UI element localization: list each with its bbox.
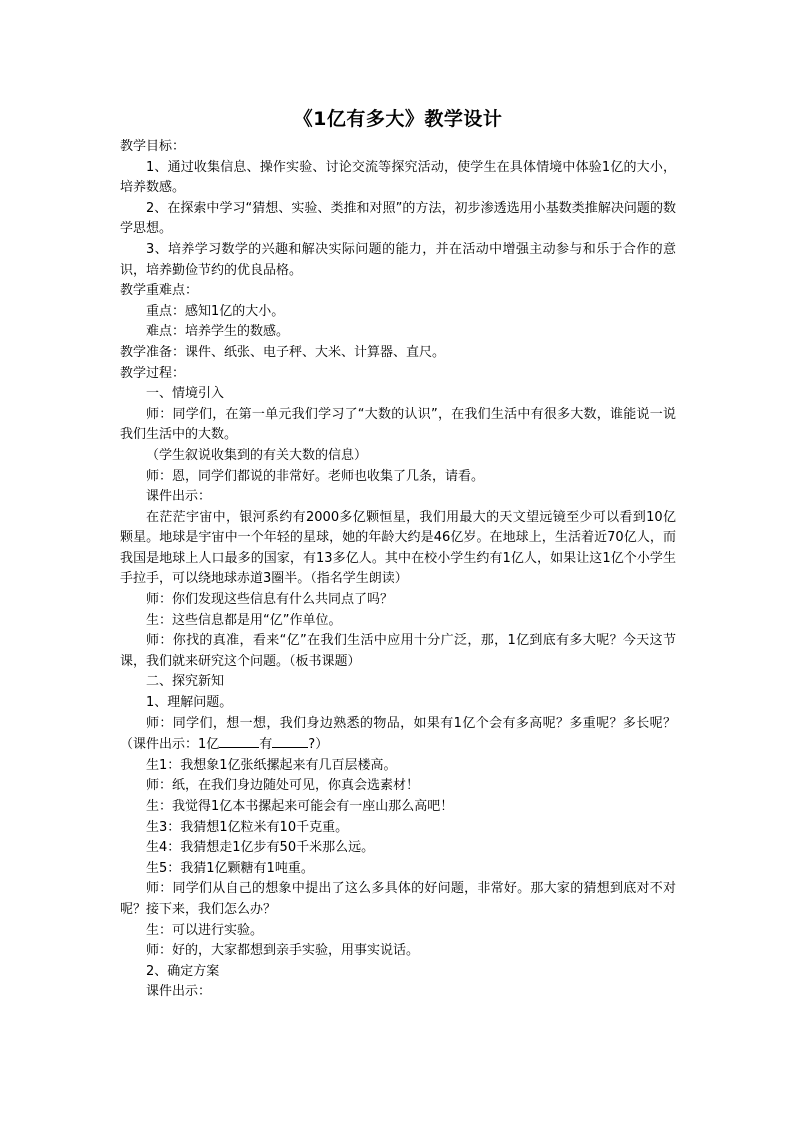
- paragraph: 教学准备：课件、纸张、电子秤、大米、计算器、直尺。: [120, 344, 446, 360]
- paragraph: 师：好的，大家都想到亲手实验，用事实说话。: [146, 943, 420, 959]
- paragraph: 课件出示：: [146, 984, 212, 1000]
- document-title: 《1亿有多大》教学设计: [293, 108, 503, 130]
- paragraph: 生3：我猜想1亿粒米有10千克重。: [146, 819, 349, 835]
- paragraph: 生：这些信息都是用“亿”作单位。: [146, 612, 342, 628]
- paragraph: 教学过程：: [120, 365, 186, 381]
- paragraph: 课件出示：: [146, 489, 212, 505]
- paragraph: 1、通过收集信息、操作实验、讨论交流等探究活动，使学生在具体情境中体验1亿的大小，培养数感。: [120, 159, 676, 196]
- paragraph-text-mid: 有: [259, 737, 273, 753]
- paragraph: 生5：我猜1亿颗糖有1吨重。: [146, 860, 314, 876]
- section-heading: 2、确定方案: [146, 963, 220, 979]
- document-page: [120, 108, 676, 1003]
- paragraph: 生：可以进行实验。: [146, 922, 264, 938]
- fill-in-blank: [219, 734, 259, 748]
- paragraph: 教学目标：: [120, 139, 186, 154]
- paragraph: 1、理解问题。: [146, 695, 233, 711]
- section-heading: 二、探究新知: [146, 674, 225, 690]
- paragraph: 在茫茫宇宙中，银河系约有2000多亿颗恒星，我们用最大的天文望远镜至少可以看到10亿颗星。地球是宇宙中一个年轻的星球，她的年龄大约是46亿岁。在地球上，生活着近70亿人，而我国是地球上人口最多的国家，有13多亿人。其中在校小学生约有1亿人，如果让这1亿个小学生手拉手，可以绕地球赤道3圈半。（指名学生朗读）: [120, 509, 676, 587]
- fill-in-blank: [272, 734, 308, 748]
- paragraph: 师：你找的真准，看来“亿”在我们生活中应用十分广泛，那，1亿到底有多大呢？今天这节课，我们就来研究这个问题。（板书课题）: [120, 633, 676, 669]
- paragraph-text-before: 师：同学们，想一想，我们身边熟悉的物品，如果有1亿个会有多高呢？多重呢？多长呢？（课件出示：1亿: [120, 715, 676, 753]
- paragraph: 重点：感知1亿的大小。: [146, 303, 285, 319]
- paragraph: 3、培养学习数学的兴趣和解决实际问题的能力，并在活动中增强主动参与和乐于合作的意识，培养勤俭节约的优良品格。: [120, 241, 676, 278]
- paragraph: 师：恩，同学们都说的非常好。老师也收集了几条，请看。: [146, 468, 485, 484]
- paragraph: 教学重难点：: [120, 283, 199, 299]
- paragraph: 师：同学们从自己的想象中提出了这么多具体的好问题，非常好。那大家的猜想到底对不对呢？接下来，我们怎么办？: [120, 881, 676, 917]
- paragraph: 难点：培养学生的数感。: [146, 324, 290, 340]
- paragraph: 2、在探索中学习“猜想、实验、类推和对照”的方法，初步渗透选用小基数类推解决问题的数学思想。: [120, 200, 676, 237]
- paragraph: 师：你们发现这些信息有什么共同点了吗？: [146, 592, 394, 608]
- paragraph-text-after: ?）: [308, 737, 329, 753]
- paragraph: 师：纸，在我们身边随处可见，你真会选素材！: [146, 778, 420, 794]
- paragraph: 生：我觉得1亿本书摞起来可能会有一座山那么高吧！: [146, 799, 454, 814]
- paragraph-with-blanks: [120, 714, 676, 756]
- paragraph: 生4：我猜想走1亿步有50千米那么远。: [146, 840, 375, 856]
- section-heading: 一、情境引入: [146, 386, 225, 402]
- paragraph: 生1：我想象1亿张纸摞起来有几百层楼高。: [146, 757, 397, 773]
- paragraph: 师：同学们，在第一单元我们学习了“大数的认识”，在我们生活中有很多大数，谁能说一说我们生活中的大数。: [120, 406, 676, 443]
- paragraph: （学生叙说收集到的有关大数的信息）: [146, 447, 368, 463]
